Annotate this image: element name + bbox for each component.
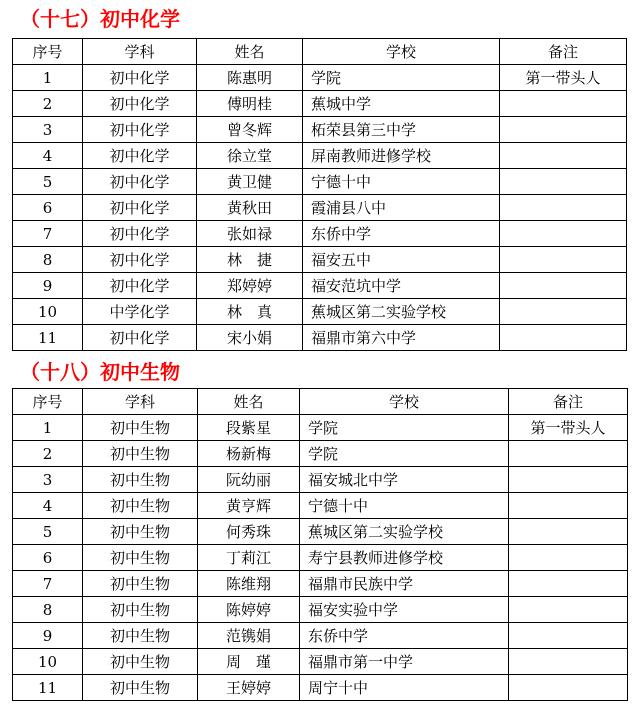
cell-school: 福鼎市民族中学 xyxy=(300,571,509,597)
cell-school: 福安城北中学 xyxy=(300,467,509,493)
cell-name: 张如禄 xyxy=(197,221,303,247)
cell-seq: 11 xyxy=(13,675,83,701)
cell-remark xyxy=(500,273,627,299)
column-header-school: 学校 xyxy=(303,39,500,65)
cell-seq: 2 xyxy=(13,91,83,117)
cell-school: 屏南教师进修学校 xyxy=(303,143,500,169)
cell-remark xyxy=(500,143,627,169)
table-header-row xyxy=(13,39,627,65)
table-row xyxy=(13,519,628,545)
cell-name: 陈维翔 xyxy=(198,571,300,597)
cell-subject: 初中化学 xyxy=(83,195,197,221)
cell-name: 范镌娟 xyxy=(198,623,300,649)
table-row xyxy=(13,273,627,299)
table-row xyxy=(13,623,628,649)
cell-subject: 初中化学 xyxy=(83,221,197,247)
column-header-subject: 学科 xyxy=(83,39,197,65)
cell-subject: 初中化学 xyxy=(83,65,197,91)
cell-subject: 初中化学 xyxy=(83,273,197,299)
cell-remark xyxy=(500,299,627,325)
column-header-remark: 备注 xyxy=(509,389,628,415)
cell-seq: 8 xyxy=(13,597,83,623)
cell-remark xyxy=(509,441,628,467)
cell-school: 蕉城区第二实验学校 xyxy=(303,299,500,325)
cell-subject: 初中化学 xyxy=(83,117,197,143)
table-row xyxy=(13,143,627,169)
table-header-row xyxy=(13,389,628,415)
table-row xyxy=(13,91,627,117)
column-header-name: 姓名 xyxy=(198,389,300,415)
cell-school: 福鼎市第六中学 xyxy=(303,325,500,351)
cell-name: 林 捷 xyxy=(197,247,303,273)
cell-name: 宋小娟 xyxy=(197,325,303,351)
column-header-school: 学校 xyxy=(300,389,509,415)
cell-school: 宁德十中 xyxy=(300,493,509,519)
cell-name: 陈婷婷 xyxy=(198,597,300,623)
cell-seq: 8 xyxy=(13,247,83,273)
cell-school: 东侨中学 xyxy=(300,623,509,649)
cell-school: 霞浦县八中 xyxy=(303,195,500,221)
cell-remark xyxy=(509,571,628,597)
table-row xyxy=(13,493,628,519)
table-row xyxy=(13,649,628,675)
cell-school: 蕉城区第二实验学校 xyxy=(300,519,509,545)
table-row xyxy=(13,441,628,467)
cell-remark xyxy=(509,467,628,493)
cell-subject: 初中生物 xyxy=(83,545,198,571)
cell-seq: 7 xyxy=(13,571,83,597)
cell-name: 林 真 xyxy=(197,299,303,325)
cell-remark: 第一带头人 xyxy=(509,415,628,441)
column-header-subject: 学科 xyxy=(83,389,198,415)
cell-school: 东侨中学 xyxy=(303,221,500,247)
column-header-name: 姓名 xyxy=(197,39,303,65)
cell-remark xyxy=(500,195,627,221)
cell-seq: 3 xyxy=(13,117,83,143)
cell-school: 学院 xyxy=(300,441,509,467)
cell-school: 福安五中 xyxy=(303,247,500,273)
table-row xyxy=(13,195,627,221)
cell-subject: 初中生物 xyxy=(83,675,198,701)
column-header-seq: 序号 xyxy=(13,39,83,65)
cell-name: 何秀珠 xyxy=(198,519,300,545)
cell-remark xyxy=(500,169,627,195)
cell-subject: 初中生物 xyxy=(83,571,198,597)
cell-name: 王婷婷 xyxy=(198,675,300,701)
cell-name: 郑婷婷 xyxy=(197,273,303,299)
column-header-seq: 序号 xyxy=(13,389,83,415)
table-row xyxy=(13,597,628,623)
cell-seq: 6 xyxy=(13,195,83,221)
cell-remark: 第一带头人 xyxy=(500,65,627,91)
cell-name: 傅明桂 xyxy=(197,91,303,117)
cell-seq: 5 xyxy=(13,519,83,545)
cell-subject: 初中生物 xyxy=(83,441,198,467)
cell-remark xyxy=(500,91,627,117)
biology-table xyxy=(12,388,628,701)
cell-seq: 6 xyxy=(13,545,83,571)
table-row xyxy=(13,65,627,91)
cell-seq: 4 xyxy=(13,143,83,169)
cell-remark xyxy=(509,493,628,519)
cell-name: 曾冬辉 xyxy=(197,117,303,143)
cell-name: 周 瑾 xyxy=(198,649,300,675)
cell-school: 蕉城中学 xyxy=(303,91,500,117)
table-row xyxy=(13,545,628,571)
cell-subject: 初中生物 xyxy=(83,415,198,441)
cell-remark xyxy=(509,597,628,623)
cell-remark xyxy=(500,247,627,273)
cell-seq: 1 xyxy=(13,415,83,441)
cell-remark xyxy=(500,221,627,247)
table-row xyxy=(13,299,627,325)
chemistry-table xyxy=(12,38,627,351)
cell-name: 黄亨辉 xyxy=(198,493,300,519)
cell-subject: 初中生物 xyxy=(83,519,198,545)
cell-subject: 初中化学 xyxy=(83,169,197,195)
cell-seq: 3 xyxy=(13,467,83,493)
table-row xyxy=(13,571,628,597)
section-title-chemistry: （十七）初中化学 xyxy=(20,7,180,31)
cell-remark xyxy=(509,649,628,675)
cell-school: 学院 xyxy=(303,65,500,91)
cell-school: 学院 xyxy=(300,415,509,441)
table-row xyxy=(13,117,627,143)
table-row xyxy=(13,221,627,247)
cell-name: 段紫星 xyxy=(198,415,300,441)
cell-seq: 11 xyxy=(13,325,83,351)
cell-remark xyxy=(509,675,628,701)
cell-seq: 1 xyxy=(13,65,83,91)
cell-subject: 初中生物 xyxy=(83,467,198,493)
cell-remark xyxy=(509,519,628,545)
cell-subject: 初中生物 xyxy=(83,597,198,623)
table-row xyxy=(13,675,628,701)
cell-remark xyxy=(500,325,627,351)
cell-school: 福鼎市第一中学 xyxy=(300,649,509,675)
cell-seq: 9 xyxy=(13,273,83,299)
cell-subject: 初中生物 xyxy=(83,623,198,649)
cell-name: 丁莉江 xyxy=(198,545,300,571)
cell-name: 徐立堂 xyxy=(197,143,303,169)
cell-name: 黄秋田 xyxy=(197,195,303,221)
cell-seq: 4 xyxy=(13,493,83,519)
cell-seq: 7 xyxy=(13,221,83,247)
table-row xyxy=(13,325,627,351)
cell-school: 福安范坑中学 xyxy=(303,273,500,299)
table-row xyxy=(13,415,628,441)
cell-remark xyxy=(500,117,627,143)
cell-seq: 10 xyxy=(13,649,83,675)
cell-name: 阮幼丽 xyxy=(198,467,300,493)
cell-seq: 10 xyxy=(13,299,83,325)
cell-remark xyxy=(509,545,628,571)
cell-school: 寿宁县教师进修学校 xyxy=(300,545,509,571)
column-header-remark: 备注 xyxy=(500,39,627,65)
cell-name: 陈惠明 xyxy=(197,65,303,91)
cell-name: 杨新梅 xyxy=(198,441,300,467)
cell-subject: 初中生物 xyxy=(83,493,198,519)
section-title-biology: （十八）初中生物 xyxy=(20,360,180,384)
cell-school: 柘荣县第三中学 xyxy=(303,117,500,143)
cell-subject: 中学化学 xyxy=(83,299,197,325)
cell-remark xyxy=(509,623,628,649)
cell-school: 福安实验中学 xyxy=(300,597,509,623)
cell-name: 黄卫健 xyxy=(197,169,303,195)
cell-subject: 初中化学 xyxy=(83,325,197,351)
cell-school: 宁德十中 xyxy=(303,169,500,195)
cell-subject: 初中化学 xyxy=(83,247,197,273)
table-row xyxy=(13,169,627,195)
cell-subject: 初中化学 xyxy=(83,91,197,117)
cell-subject: 初中化学 xyxy=(83,143,197,169)
cell-school: 周宁十中 xyxy=(300,675,509,701)
cell-seq: 9 xyxy=(13,623,83,649)
table-row xyxy=(13,467,628,493)
cell-seq: 2 xyxy=(13,441,83,467)
cell-seq: 5 xyxy=(13,169,83,195)
cell-subject: 初中生物 xyxy=(83,649,198,675)
table-row xyxy=(13,247,627,273)
